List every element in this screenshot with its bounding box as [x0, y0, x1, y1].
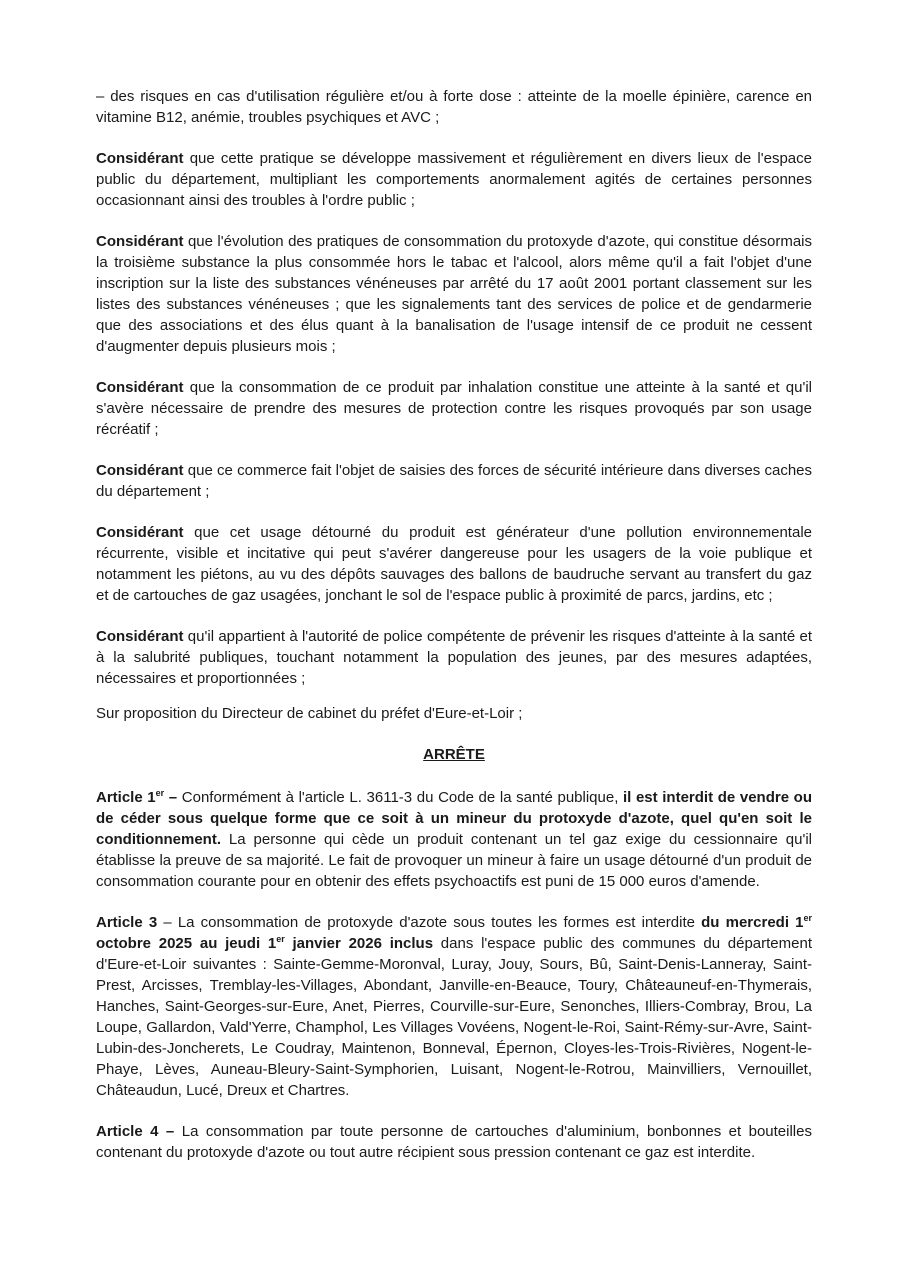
intro-paragraph: – des risques en cas d'utilisation régulière et/ou à forte dose : atteinte de la moelle épinière, carence en vitamine B12, anémie, troubles psychiques et AVC ;: [96, 88, 812, 126]
proposition-paragraph: Sur proposition du Directeur de cabinet du préfet d'Eure-et-Loir ;: [96, 705, 523, 722]
considerant-paragraph: Considérant que cet usage détourné du produit est générateur d'une pollution environnementale récurrente, visible et incitative qui peut s'avérer dangereuse pour les usagers de la voie publique et notamment les piétons, au vu des dépôts sauvages des ballons de baudruche servant au transfert du gaz et de cartouches de gaz usagées, jonchant le sol de l'espace public à proximité de parcs, jardins, etc ;: [96, 524, 812, 604]
considerant-paragraph: Considérant que cette pratique se développe massivement et régulièrement en divers lieux de l'espace public du département, multipliant les comportements anormalement agités de certaines personnes occasionnant ainsi des troubles à l'ordre public ;: [96, 150, 812, 209]
considerant-paragraph: Considérant qu'il appartient à l'autorité de police compétente de prévenir les risques d'atteinte à la santé et à la salubrité publiques, touchant notamment la population des jeunes, par des mesures adaptées, nécessaires et proportionnées ;: [96, 628, 812, 687]
arrete-heading: ARRÊTE: [423, 746, 485, 763]
article-3: Article 3 – La consommation de protoxyde d'azote sous toutes les formes est interdite du mercredi 1er octobre 2025 au jeudi 1er janvier 2026 inclus dans l'espace public des communes du département d'Eure-et-Loir suivantes : Sainte-Gemme-Moronval, Luray, Jouy, Sours, Bû, Saint-Denis-Lanneray, Saint-Prest, Arcisses, Tremblay-les-Villages, Abondant, Janville-en-Beauce, Toury, Châteauneuf-en-Thymerais, Hanches, Saint-Georges-sur-Eure, Anet, Pierres, Courville-sur-Eure, Senonches, Illiers-Combray, Brou, La Loupe, Gallardon, Vald'Yerre, Champhol, Les Villages Vovéens, Nogent-le-Roi, Saint-Rémy-sur-Avre, Saint-Lubin-des-Joncherets, Le Coudray, Maintenon, Bonneval, Épernon, Cloyes-les-Trois-Rivières, Nogent-le-Phaye, Lèves, Auneau-Bleury-Saint-Symphorien, Luisant, Nogent-le-Rotrou, Mainvilliers, Vernouillet, Châteaudun, Lucé, Dreux et Chartres.: [96, 913, 812, 1099]
article-1: Article 1er – Conformément à l'article L. 3611-3 du Code de la santé publique, il est interdit de vendre ou de céder sous quelque forme que ce soit à un mineur du protoxyde d'azote, quel qu'en soit le conditionnement. La personne qui cède un produit contenant un tel gaz exige du cessionnaire qu'il établisse la preuve de sa majorité. Le fait de provoquer un mineur à faire un usage détourné d'un produit de consommation courante pour en obtenir des effets psychoactifs est puni de 15 000 euros d'amende.: [96, 788, 812, 890]
document-page: [96, 86, 812, 1183]
considerant-paragraph: Considérant que l'évolution des pratiques de consommation du protoxyde d'azote, qui constitue désormais la troisième substance la plus consommée hors le tabac et l'alcool, alors même qu'il a fait l'objet d'une inscription sur la liste des substances vénéneuses par arrêté du 17 août 2001 portant classement sur les listes des substances vénéneuses ; que les signalements tant des services de police et de gendarmerie que des associations et des élus quant à la banalisation de l'usage intensif de ce produit ne cessent d'augmenter depuis plusieurs mois ;: [96, 233, 812, 355]
considerant-paragraph: Considérant que ce commerce fait l'objet de saisies des forces de sécurité intérieure dans diverses caches du département ;: [96, 462, 812, 500]
article-4: Article 4 – La consommation par toute personne de cartouches d'aluminium, bonbonnes et bouteilles contenant du protoxyde d'azote ou tout autre récipient sous pression contenant ce gaz est interdite.: [96, 1123, 812, 1161]
considerant-paragraph: Considérant que la consommation de ce produit par inhalation constitue une atteinte à la santé et qu'il s'avère nécessaire de prendre des mesures de protection contre les risques provoqués par son usage récréatif ;: [96, 379, 812, 438]
